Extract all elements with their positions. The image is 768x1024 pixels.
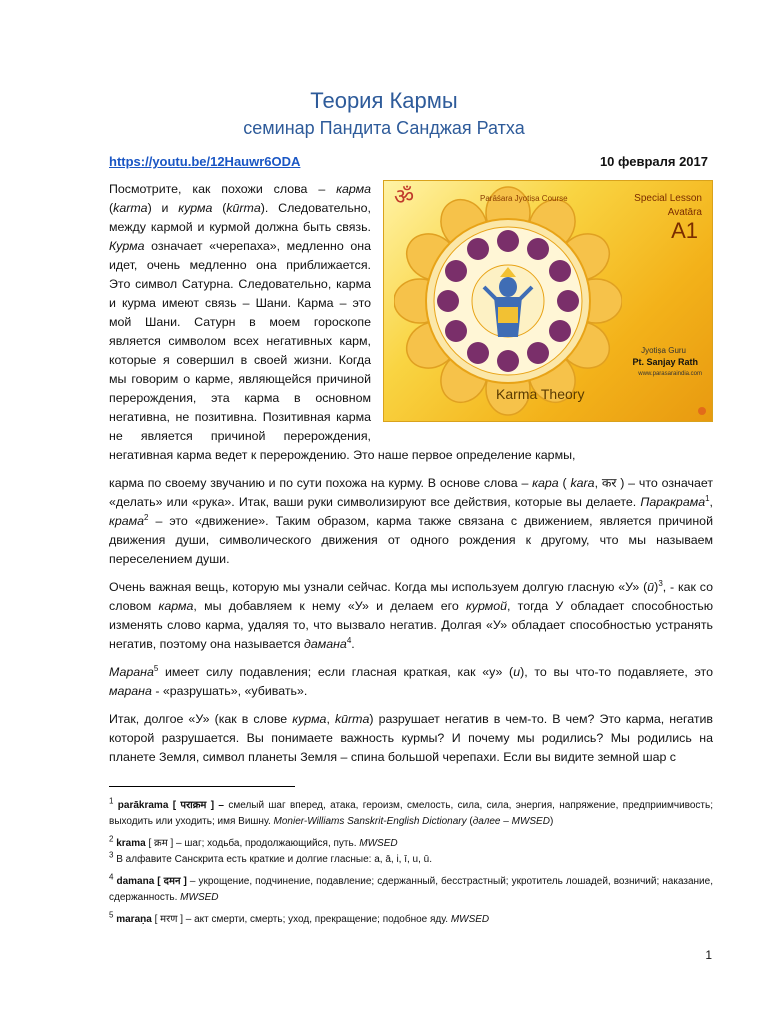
page-number: 1 bbox=[705, 948, 712, 962]
figure-dot-icon bbox=[698, 407, 706, 415]
footnote-5: $^5$ maraṇa [ मरण ] – акт смерти, смерть; уход, прекращение; подобное яду. MWSED bbox=[109, 910, 490, 925]
footnote-1: $^1$ parākrama [ पराक्रम ] – смелый шаг вперед, атака, героизм, смелость, сила, сила, энергия, напряжение, предприимчивость; выходить или уходить; имя Вишну. Monier-Williams Sanskrit-English Dictionary (далее – MWSED) bbox=[109, 796, 713, 827]
video-link[interactable]: https://youtu.be/12Hauwr6ODA bbox=[109, 154, 301, 169]
figure-course-title: Parāśara Jyotiṣa Course bbox=[480, 194, 568, 203]
figure-caption: Karma Theory bbox=[496, 386, 585, 402]
document-date: 10 февраля 2017 bbox=[599, 154, 708, 169]
footnote-3: $^3$ В алфавите Санскрита есть краткие и долгие гласные: a, ā, i, ī, u, ū. bbox=[109, 850, 433, 865]
paragraph-3: Очень важная вещь, которую мы узнали сейчас. Когда мы используем долгую гласную «У» (ū)$^3$, - как со словом карма, мы добавляем к нему «У» и делаем его курмой, тогда У обладает способностью изменять слово карма, удаляя то, что вызвало негатив. Долгая «У» обладает способностью устранять негатив, поэтому она называется дамана$^4$. bbox=[109, 578, 713, 651]
figure-special-lesson: Special Lesson bbox=[634, 193, 702, 204]
document-title: Теория Кармы bbox=[310, 88, 458, 113]
om-symbol: ॐ bbox=[394, 184, 415, 209]
figure-website: www.parasaraindia.com bbox=[638, 371, 702, 377]
document-subtitle: семинар Пандита Санджая Ратха bbox=[243, 118, 525, 138]
figure-avatara: Avatāra bbox=[667, 207, 702, 218]
figure-guru-label: Jyotiṣa Guru bbox=[641, 346, 686, 355]
figure-lesson-code: A1 bbox=[671, 218, 698, 243]
footnote-divider bbox=[109, 786, 295, 787]
zodiac-wheel-icon bbox=[394, 185, 622, 417]
paragraph-2: карма по своему звучанию и по сути похожа на курму. В основе слова – кара ( kara, कर ) – что означает «делать» или «рука». Итак, ваши руки символизируют все действия, которые вы делаете. Паракрама$^1$, крама$^2$ – это «движение». Таким образом, карма также связана с движением, является причиной движения души, символического движения от одного рождения к другому, что мы называем переселением души. bbox=[109, 476, 713, 566]
figure-author: Pt. Sanjay Rath bbox=[632, 357, 698, 367]
paragraph-4: Марана$^5$ имеет силу подавления; если гласная краткая, как «у» (u), то вы что-то подавляете, это марана - «разрушать», «убивать». bbox=[109, 663, 713, 698]
karma-theory-image bbox=[383, 180, 713, 422]
paragraph-5: Итак, долгое «У» (как в слове курма, kūrma) разрушает негатив в чем-то. В чем? Это карма, негатив которой разрушается. Вы понимаете важность курмы? И почему мы родились? Мы родились на планете Земля, символ планеты Земля – спина большой черепахи. Если вы видите земной шар с bbox=[109, 712, 714, 764]
body-text bbox=[109, 180, 713, 776]
footnote-4: $^4$ damana [ दमन ] – укрощение, подчинение, подавление; сдержанный, бесстрастный; укротитель лошадей, возничий; наказание, сдержанность. MWSED bbox=[109, 872, 713, 903]
footnote-2: $^2$ krama [ क्रम ] – шаг; ходьба, продолжающийся, путь. MWSED bbox=[109, 834, 398, 849]
footnotes bbox=[109, 798, 713, 934]
paragraph-1: Посмотрите, как похожи слова – карма (karma) и курма (kūrma). Следовательно, между кармой и курмой должна быть связь. Курма означает «черепаха», медленно она идет, очень медленно она приближается. Это символ Сатурна. Следовательно, карма и курма имеют связь – Шани. Карма – это мой Шани. Сатурн в моем гороскопе является символом всех негативных карм, которые я совершил в своей жизни. Когда мы говорим о карме, являющейся причиной перерождения, эта карма в основном негативна, не позитивна. Позитивная карма не является причиной перерождения, негативная карма ведет к перерождению. Это наше первое определение кармы, bbox=[109, 182, 576, 462]
